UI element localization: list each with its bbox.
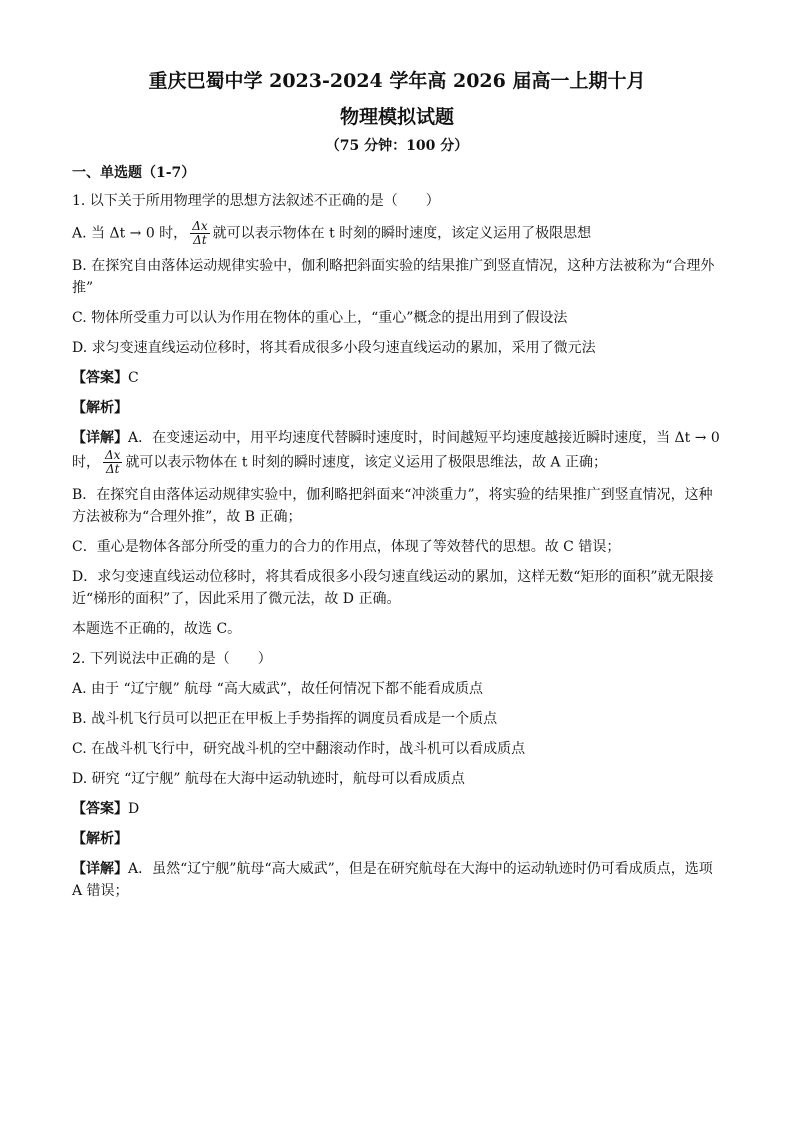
question-2-answer xyxy=(72,798,722,820)
question-1-analysis-label xyxy=(72,397,722,419)
fraction-numerator: Δx xyxy=(192,219,208,233)
q1-option-a-prefix: A. 当 Δt → 0 时， xyxy=(72,225,188,242)
answer-value: D xyxy=(128,801,140,817)
fraction-numerator: Δx xyxy=(105,448,121,462)
question-2-option-d: D. 研究 “辽宁舰” 航母在大海中运动轨迹时，航母可以看成质点 xyxy=(72,771,465,787)
q1-option-a-suffix: 就可以表示物体在 t 时刻的瞬时速度，该定义运用了极限思想 xyxy=(212,225,592,242)
page-title: 重庆巴蜀中学 2023-2024 学年高 2026 届高一上期十月 xyxy=(148,70,646,92)
question-2-option-c: C. 在战斗机飞行中，研究战斗机的空中翻滚动作时，战斗机可以看成质点 xyxy=(72,741,526,757)
question-2-stem: 2. 下列说法中正确的是（ ） xyxy=(72,651,272,667)
question-1-detail-a xyxy=(72,427,722,476)
question-2-option-a: A. 由于 “辽宁舰” 航母 “高大威武”，故任何情况下都不能看成质点 xyxy=(72,681,483,697)
answer-label: 【答案】 xyxy=(72,801,128,817)
answer-value: C xyxy=(128,370,139,386)
question-1-conclusion: 本题选不正确的，故选 C。 xyxy=(72,621,242,637)
fraction-denominator: Δt xyxy=(193,233,207,247)
detail-label: 【详解】 xyxy=(72,861,128,877)
q2-detail-a-text: A．虽然“辽宁舰”航母“高大威武”，但是在研究航母在大海中的运动轨迹时仍可看成质点，选项 A 错误； xyxy=(72,861,713,899)
exam-duration-score: （75 分钟：100 分） xyxy=(325,138,469,154)
section-heading-single-choice: 一、单选题（1-7） xyxy=(72,165,196,181)
page-subject-title: 物理模拟试题 xyxy=(339,106,454,128)
q1-detail-a-prefix: A．在变速运动中，用平均速度代替瞬时速度时，时间越短平均速度越接近瞬时速度，当 Δt → 0 时， xyxy=(72,430,720,471)
question-2-analysis-label xyxy=(72,828,722,850)
analysis-label: 【解析】 xyxy=(72,400,128,416)
answer-label: 【答案】 xyxy=(72,370,128,386)
detail-label: 【详解】 xyxy=(72,430,128,446)
fraction-denominator: Δt xyxy=(105,462,120,476)
question-2-option-b: B. 战斗机飞行员可以把正在甲板上手势指挥的调度员看成是一个质点 xyxy=(72,711,498,727)
question-1-detail-c: C．重心是物体各部分所受的重力的合力的作用点，体现了等效替代的思想。故 C 错误； xyxy=(72,539,621,555)
question-1-detail-b: B．在探究自由落体运动规律实验中，伽利略把斜面来“冲淡重力”，将实验的结果推广到竖直情况，这种方法被称为“合理外推”，故 B 正确； xyxy=(72,487,713,525)
analysis-label: 【解析】 xyxy=(72,831,128,847)
question-1-option-b: B. 在探究自由落体运动规律实验中，伽利略把斜面实验的结果推广到竖直情况，这种方法被称为“合理外推” xyxy=(72,258,715,296)
delta-x-over-delta-t-fraction xyxy=(103,449,122,476)
question-1-option-a xyxy=(72,220,722,247)
question-1-answer xyxy=(72,367,722,389)
question-1-detail-d: D．求匀变速直线运动位移时，将其看成很多小段匀速直线运动的累加，这样无数“矩形的面积”就无限接近“梯形的面积”了，因此采用了微元法，故 D 正确。 xyxy=(72,569,714,607)
question-2-detail-a xyxy=(72,858,722,902)
question-1-stem: 1. 以下关于所用物理学的思想方法叙述不正确的是（ ） xyxy=(72,193,440,209)
question-1-option-c: C. 物体所受重力可以认为作用在物体的重心上，“重心”概念的提出用到了假设法 xyxy=(72,310,568,326)
delta-x-over-delta-t-fraction xyxy=(190,220,209,247)
q1-detail-a-suffix: 就可以表示物体在 t 时刻的瞬时速度，该定义运用了极限思维法，故 A 正确； xyxy=(125,454,607,471)
question-1-option-d: D. 求匀变速直线运动位移时，将其看成很多小段匀速直线运动的累加，采用了微元法 xyxy=(72,340,596,356)
